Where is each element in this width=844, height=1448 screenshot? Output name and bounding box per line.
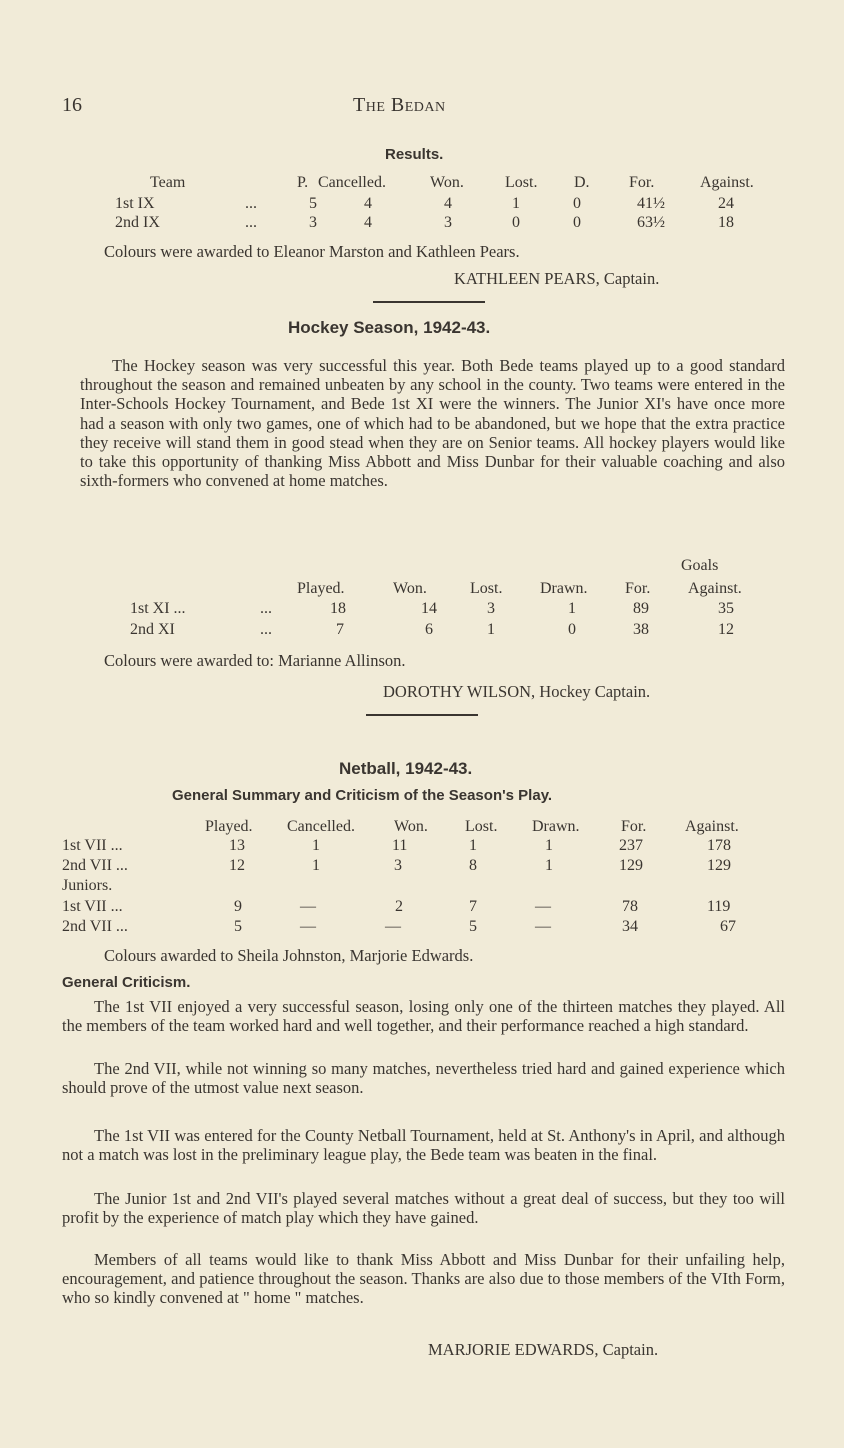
- netball-against: 67: [720, 918, 736, 935]
- hockey-dots: ...: [260, 621, 272, 638]
- netball-played: 9: [234, 898, 242, 915]
- results-team: 1st IX: [115, 195, 155, 212]
- hockey-col-won: Won.: [393, 580, 427, 597]
- results-colours-note: Colours were awarded to Eleanor Marston and Kathleen Pears.: [104, 242, 520, 261]
- hockey-col-lost: Lost.: [470, 580, 503, 597]
- hockey-col-against: Against.: [688, 580, 742, 597]
- results-col-p: P.: [297, 174, 309, 191]
- netball-lost: 8: [469, 857, 477, 874]
- netball-criticism-heading: General Criticism.: [62, 974, 191, 991]
- hockey-paragraph: The Hockey season was very successful this year. Both Bede teams played up to a good standard throughout the season and remained unbeaten by any school in the county. Two teams were entered in the Inter-Schools Hockey Tournament, and Bede 1st XI were the winners. The Junior XI's have once more had a season with only two games, one of which had to be abandoned, but we hope that the extra practice they receive will stand them in good stead when they are on Senior teams. All hockey players would like to take this opportunity of thanking Miss Abbott and Miss Dunbar for their valuable coaching and also sixth-formers who convened at home matches.: [80, 356, 785, 491]
- hockey-drawn: 1: [568, 600, 576, 617]
- netball-col-drawn: Drawn.: [532, 818, 580, 835]
- netball-cancelled: —: [300, 898, 316, 915]
- netball-against: 178: [707, 837, 731, 854]
- netball-cancelled: 1: [312, 837, 320, 854]
- results-team: 2nd IX: [115, 214, 160, 231]
- netball-col-won: Won.: [394, 818, 428, 835]
- results-dots: ...: [245, 214, 257, 231]
- netball-col-lost: Lost.: [465, 818, 498, 835]
- hockey-colours-note: Colours were awarded to: Marianne Allinson.: [104, 651, 406, 670]
- hockey-lost: 1: [487, 621, 495, 638]
- results-for: 63½: [637, 214, 665, 231]
- hockey-team: 2nd XI: [130, 621, 175, 638]
- results-heading: Results.: [385, 146, 444, 163]
- netball-drawn: —: [535, 918, 551, 935]
- running-title: The Bedan: [353, 94, 446, 116]
- hockey-dots: ...: [260, 600, 272, 617]
- netball-subheading: General Summary and Criticism of the Season's Play.: [172, 787, 553, 804]
- netball-won: 2: [395, 898, 403, 915]
- hockey-col-drawn: Drawn.: [540, 580, 588, 597]
- netball-played: 12: [229, 857, 245, 874]
- netball-team: 2nd VII ...: [62, 857, 128, 874]
- hockey-col-for: For.: [625, 580, 651, 597]
- netball-lost: 1: [469, 837, 477, 854]
- netball-paragraph-5: Members of all teams would like to thank Miss Abbott and Miss Dunbar for their unfailing help, encouragement, and patience throughout the season. Thanks are also due to those members of the VIth Form, who so kindly convened at " home " matches.: [62, 1250, 785, 1308]
- netball-for: 78: [622, 898, 638, 915]
- hockey-played: 18: [330, 600, 346, 617]
- hockey-against: 35: [718, 600, 734, 617]
- results-col-against: Against.: [700, 174, 754, 191]
- netball-drawn: 1: [545, 837, 553, 854]
- section-divider: [366, 714, 478, 716]
- netball-lost: 7: [469, 898, 477, 915]
- hockey-for: 38: [633, 621, 649, 638]
- netball-team: 2nd VII ...: [62, 918, 128, 935]
- hockey-drawn: 0: [568, 621, 576, 638]
- hockey-lost: 3: [487, 600, 495, 617]
- netball-drawn: —: [535, 898, 551, 915]
- results-lost: 1: [512, 195, 520, 212]
- hockey-goals-label: Goals: [681, 557, 719, 574]
- netball-team: 1st VII ...: [62, 898, 123, 915]
- hockey-won: 6: [425, 621, 433, 638]
- netball-paragraph-2: The 2nd VII, while not winning so many matches, nevertheless tried hard and gained experience which should prove of the utmost value next season.: [62, 1059, 785, 1098]
- netball-col-against: Against.: [685, 818, 739, 835]
- results-p: 5: [309, 195, 317, 212]
- netball-won: 11: [392, 837, 408, 854]
- results-p: 3: [309, 214, 317, 231]
- results-col-lost: Lost.: [505, 174, 538, 191]
- netball-cancelled: 1: [312, 857, 320, 874]
- results-col-d: D.: [574, 174, 590, 191]
- netball-heading: Netball, 1942-43.: [339, 759, 473, 778]
- hockey-won: 14: [421, 600, 437, 617]
- hockey-heading: Hockey Season, 1942-43.: [288, 318, 491, 337]
- netball-for: 237: [619, 837, 643, 854]
- results-col-team: Team: [150, 174, 186, 191]
- netball-paragraph-4: The Junior 1st and 2nd VII's played several matches without a great deal of success, but they too will profit by the experience of match play which they have gained.: [62, 1189, 785, 1228]
- hockey-against: 12: [718, 621, 734, 638]
- hockey-team: 1st XI ...: [130, 600, 186, 617]
- netball-for: 34: [622, 918, 638, 935]
- netball-against: 119: [707, 898, 731, 915]
- results-against: 18: [718, 214, 734, 231]
- netball-drawn: 1: [545, 857, 553, 874]
- hockey-signature: DOROTHY WILSON, Hockey Captain.: [383, 682, 651, 701]
- netball-juniors-label: Juniors.: [62, 877, 113, 894]
- netball-team: 1st VII ...: [62, 837, 123, 854]
- netball-signature: MARJORIE EDWARDS, Captain.: [428, 1340, 659, 1359]
- netball-for: 129: [619, 857, 643, 874]
- results-col-won: Won.: [430, 174, 464, 191]
- netball-colours-note: Colours awarded to Sheila Johnston, Marjorie Edwards.: [104, 946, 474, 965]
- hockey-played: 7: [336, 621, 344, 638]
- netball-played: 13: [229, 837, 245, 854]
- results-won: 4: [444, 195, 452, 212]
- page-number: 16: [62, 94, 82, 116]
- netball-lost: 5: [469, 918, 477, 935]
- results-col-for: For.: [629, 174, 655, 191]
- netball-paragraph-3: The 1st VII was entered for the County Netball Tournament, held at St. Anthony's in April, and although not a match was lost in the preliminary league play, the Bede team was beaten in the final.: [62, 1126, 785, 1165]
- netball-played: 5: [234, 918, 242, 935]
- results-against: 24: [718, 195, 734, 212]
- netball-col-cancelled: Cancelled.: [287, 818, 355, 835]
- netball-cancelled: —: [300, 918, 316, 935]
- results-won: 3: [444, 214, 452, 231]
- netball-col-played: Played.: [205, 818, 253, 835]
- hockey-for: 89: [633, 600, 649, 617]
- netball-paragraph-1: The 1st VII enjoyed a very successful season, losing only one of the thirteen matches they played. All the members of the team worked hard and well together, and their performance reached a high standard.: [62, 997, 785, 1036]
- results-lost: 0: [512, 214, 520, 231]
- netball-won: 3: [394, 857, 402, 874]
- netball-won: —: [385, 918, 401, 935]
- results-col-cancelled: Cancelled.: [318, 174, 386, 191]
- results-signature: KATHLEEN PEARS, Captain.: [454, 269, 660, 288]
- results-cancelled: 4: [364, 214, 372, 231]
- section-divider: [373, 301, 485, 303]
- hockey-col-played: Played.: [297, 580, 345, 597]
- results-d: 0: [573, 214, 581, 231]
- results-dots: ...: [245, 195, 257, 212]
- results-d: 0: [573, 195, 581, 212]
- results-for: 41½: [637, 195, 665, 212]
- results-cancelled: 4: [364, 195, 372, 212]
- netball-against: 129: [707, 857, 731, 874]
- netball-col-for: For.: [621, 818, 647, 835]
